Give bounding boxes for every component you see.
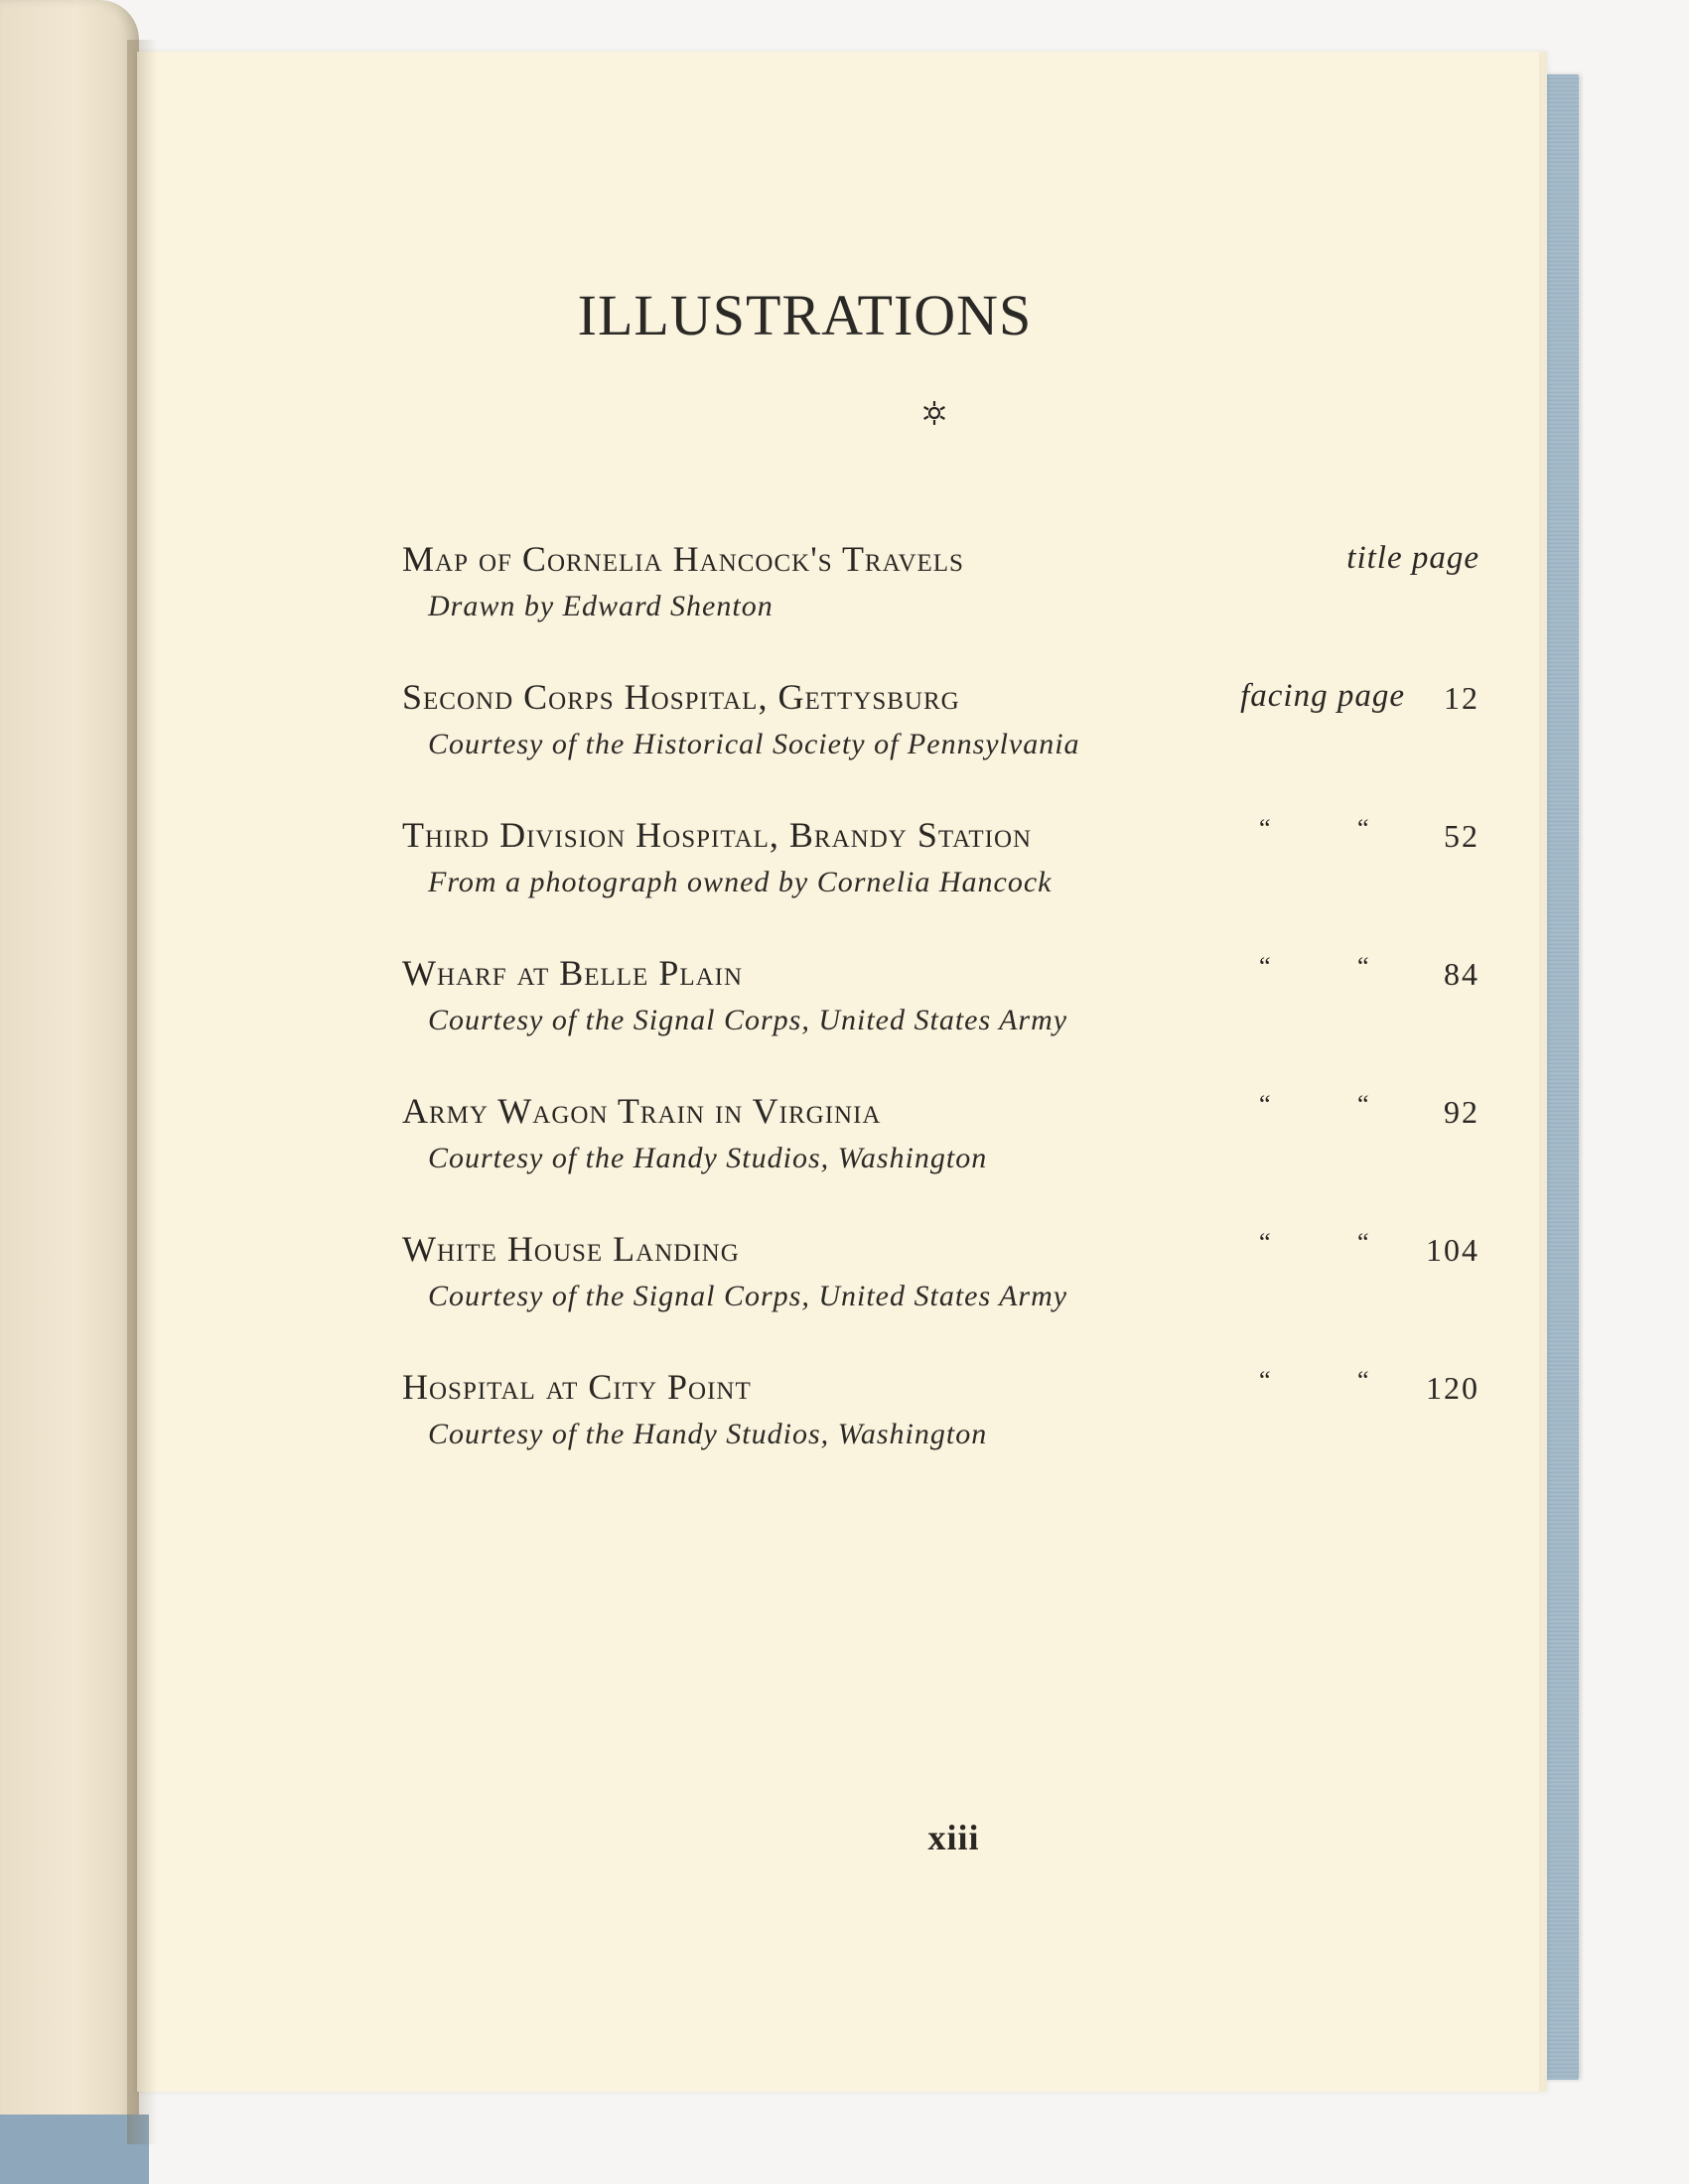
list-item <box>402 1228 1479 1366</box>
illustrations-list <box>402 538 1479 1504</box>
list-item <box>402 1090 1479 1228</box>
facing-left-page <box>0 0 139 2184</box>
list-item <box>402 538 1479 676</box>
entry-title: White House Landing <box>402 1229 740 1269</box>
ditto-mark: “ <box>1357 1366 1369 1395</box>
ditto-mark: “ <box>1357 952 1369 981</box>
gutter-shadow <box>127 40 157 2144</box>
entry-title: Map of Cornelia Hancock's Travels <box>402 539 964 579</box>
entry-credit: Drawn by Edward Shenton <box>428 590 774 622</box>
list-item <box>402 952 1479 1090</box>
entry-page-number: 84 <box>1444 956 1479 992</box>
ditto-mark: “ <box>1357 1228 1369 1257</box>
entry-title: Second Corps Hospital, Gettysburg <box>402 677 960 717</box>
entry-page-number: 120 <box>1426 1370 1479 1406</box>
entry-placement: title page <box>1346 540 1479 576</box>
entry-credit: Courtesy of the Historical Society of Pennsylvania <box>428 728 1080 760</box>
entry-page-number: 104 <box>1426 1232 1479 1268</box>
book-page <box>137 52 1547 2092</box>
ditto-mark: “ <box>1357 814 1369 843</box>
ditto-mark: “ <box>1259 952 1271 981</box>
entry-credit: Courtesy of the Handy Studios, Washington <box>428 1142 988 1174</box>
entry-title: Hospital at City Point <box>402 1367 752 1407</box>
ditto-mark: “ <box>1259 1228 1271 1257</box>
entry-page-number: 92 <box>1444 1094 1479 1130</box>
page-edge <box>1539 52 1547 2092</box>
page-heading: ILLUSTRATIONS <box>577 283 1033 347</box>
page-folio: xiii <box>927 1818 980 1857</box>
ditto-mark: “ <box>1259 1090 1271 1119</box>
ditto-mark: “ <box>1259 814 1271 843</box>
entry-page-number: 12 <box>1444 680 1479 716</box>
ditto-mark: “ <box>1259 1366 1271 1395</box>
entry-placement: facing page <box>1240 678 1405 714</box>
list-item <box>402 1366 1479 1504</box>
entry-page-number: 52 <box>1444 818 1479 854</box>
entry-credit: Courtesy of the Signal Corps, United States Army <box>428 1004 1068 1036</box>
entry-title: Army Wagon Train in Virginia <box>402 1091 882 1131</box>
list-item <box>402 814 1479 952</box>
entry-title: Wharf at Belle Plain <box>402 953 744 993</box>
entry-credit: Courtesy of the Handy Studios, Washington <box>428 1418 988 1450</box>
list-item <box>402 676 1479 814</box>
ditto-mark: “ <box>1357 1090 1369 1119</box>
entry-credit: From a photograph owned by Cornelia Hancock <box>428 866 1053 898</box>
star-ornament-icon <box>920 399 948 427</box>
entry-credit: Courtesy of the Signal Corps, United States Army <box>428 1280 1068 1312</box>
entry-title: Third Division Hospital, Brandy Station <box>402 815 1033 855</box>
